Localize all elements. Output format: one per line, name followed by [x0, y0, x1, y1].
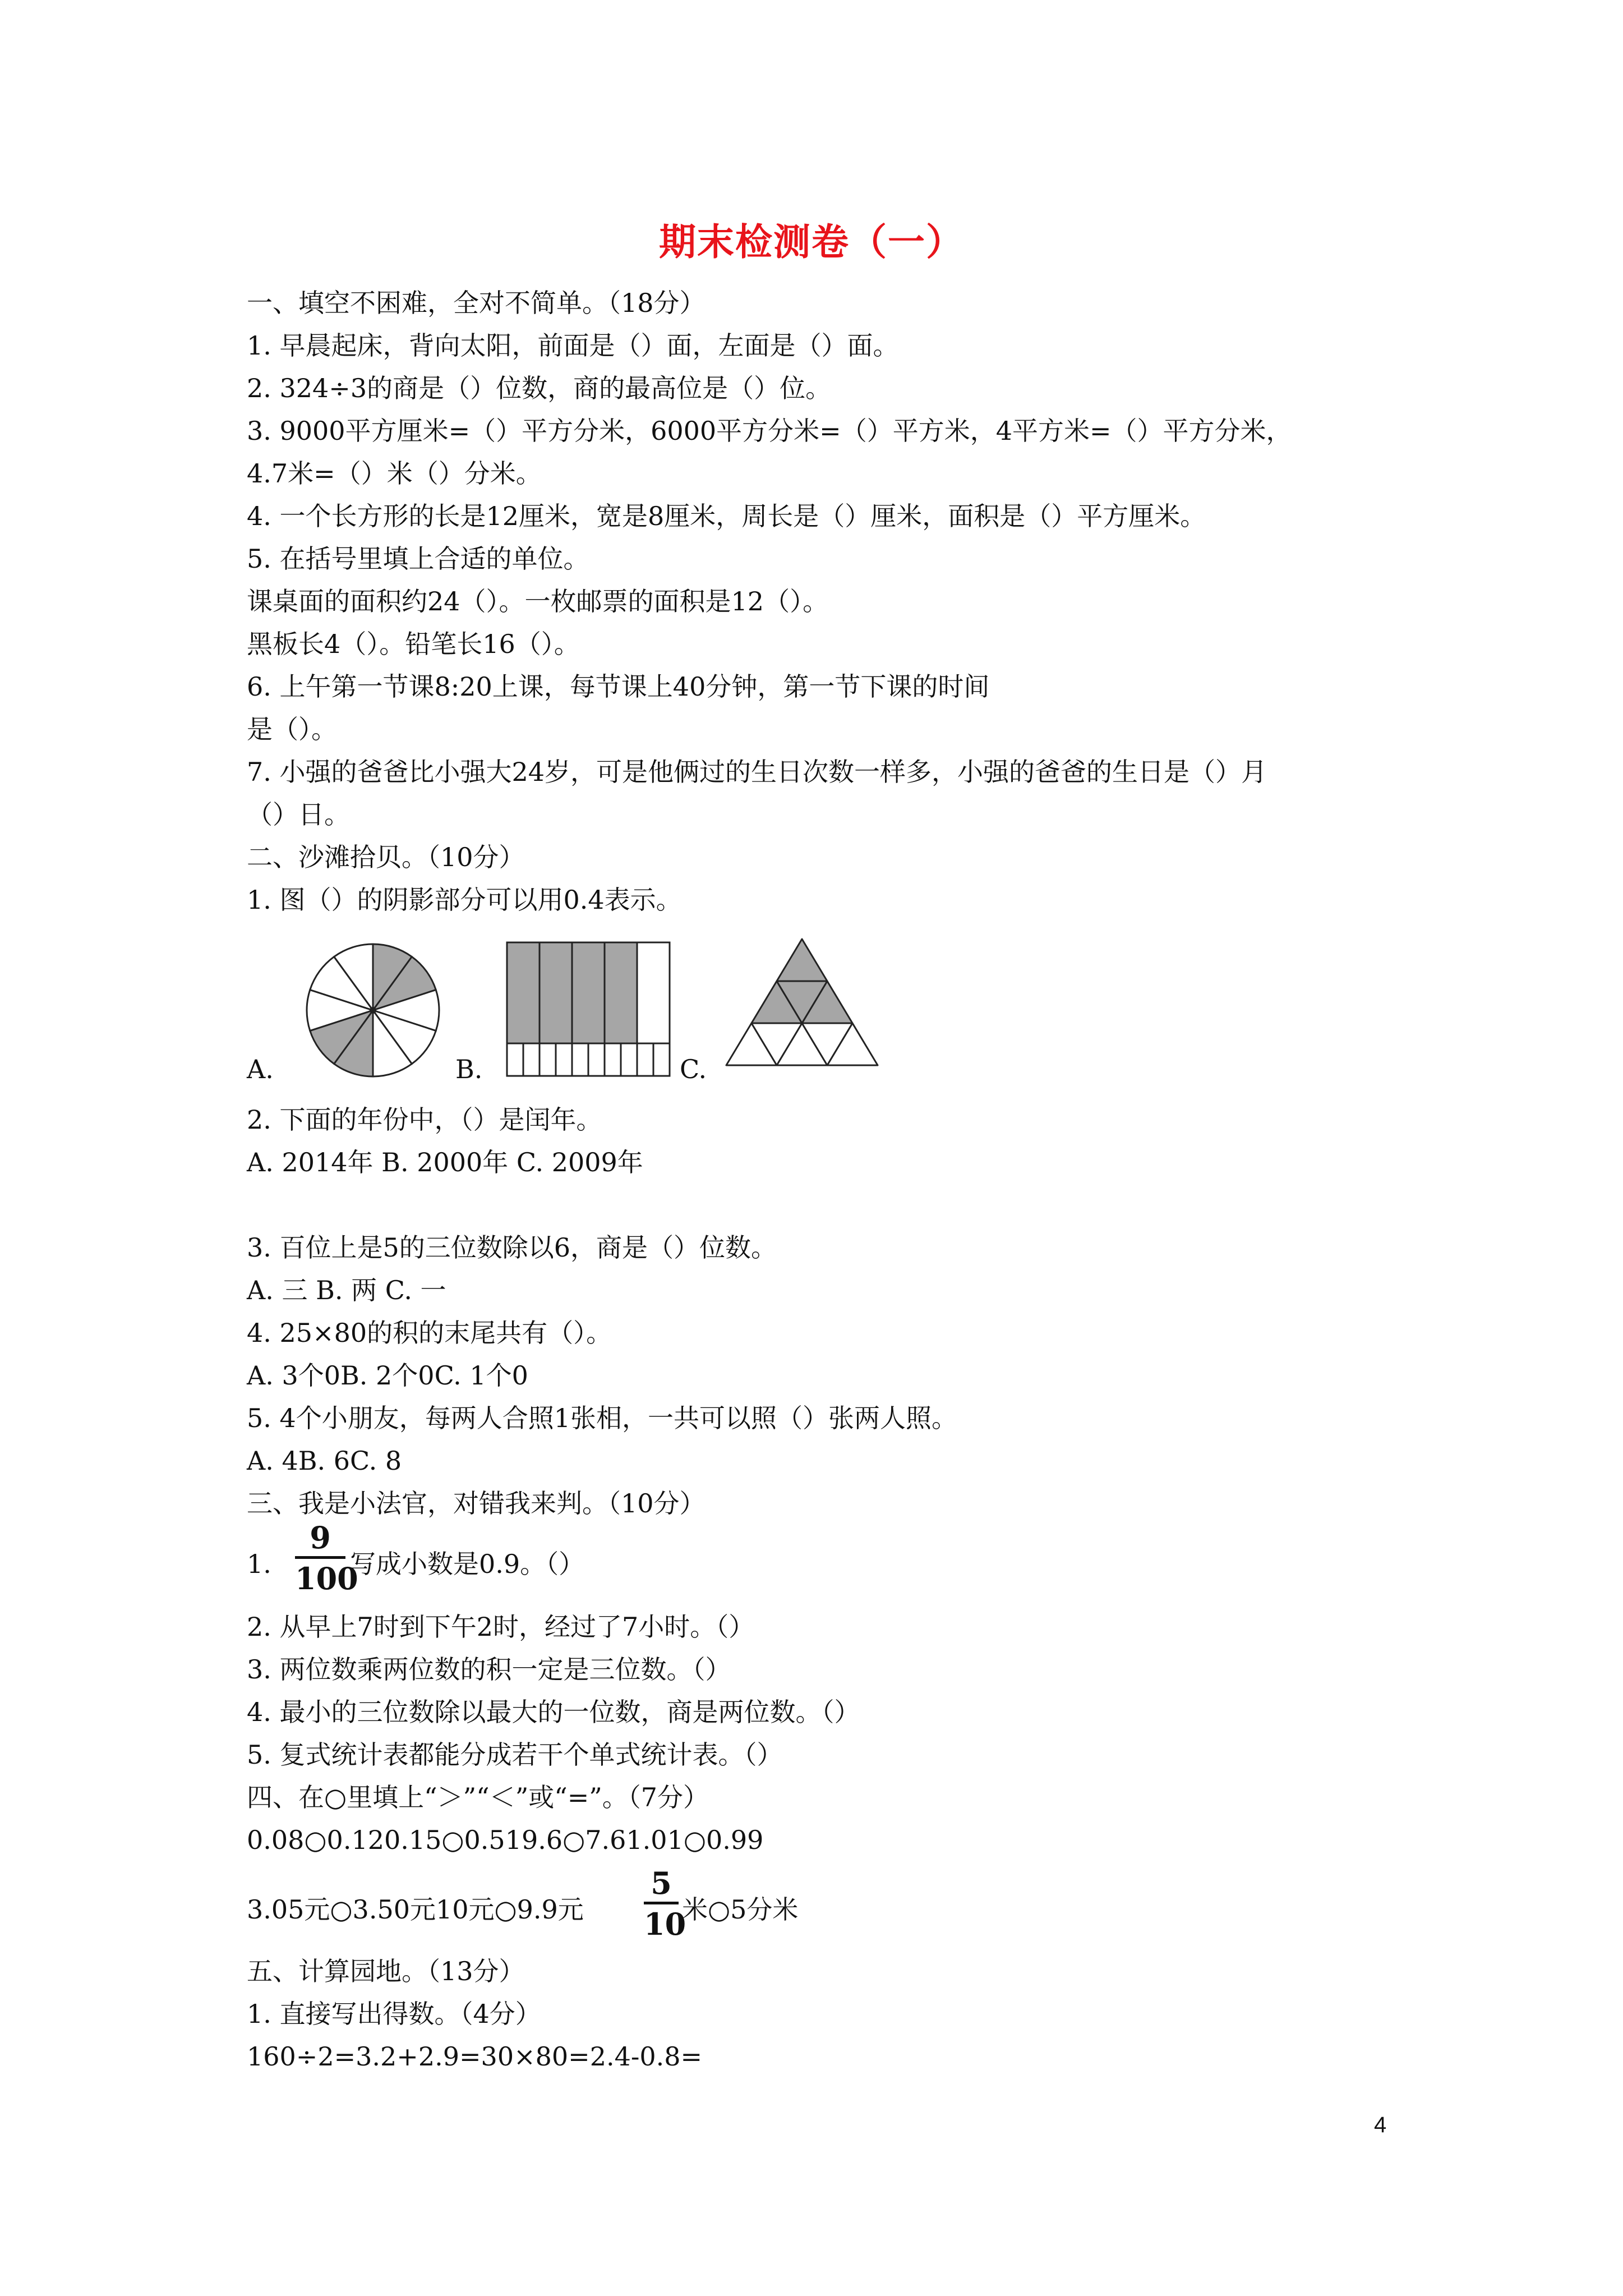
- section4-line-2-tail: 米○5分米: [682, 1894, 799, 1925]
- section3-q2: 2. 从早上7时到下午2时，经过了7小时。（）: [247, 1612, 755, 1642]
- section3-q3: 3. 两位数乘两位数的积一定是三位数。（）: [247, 1654, 731, 1685]
- rect-column: [605, 942, 637, 1043]
- section2-header: 二、沙滩拾贝。（10分）: [247, 842, 525, 872]
- circle-center-dot: [370, 1007, 376, 1014]
- page-number: 4: [1374, 2113, 1387, 2137]
- section3-q4: 4. 最小的三位数除以最大的一位数，商是两位数。（）: [247, 1697, 860, 1727]
- section5-q1: 1. 直接写出得数。（4分）: [247, 1999, 541, 2029]
- section2-q3: 3. 百位上是5的三位数除以6，商是（）位数。: [247, 1232, 777, 1263]
- rect-column: [540, 942, 572, 1043]
- section1-line-2: 2. 324÷3的商是（）位数，商的最高位是（）位。: [247, 373, 832, 403]
- rect-column: [572, 942, 605, 1043]
- section4-line-1: 0.08○0.120.15○0.519.6○7.61.01○0.99: [247, 1825, 764, 1855]
- section4-header: 四、在○里填上“＞”“＜”或“=”。（7分）: [247, 1782, 709, 1812]
- option-b-label: B.: [455, 1054, 483, 1084]
- rect-bottom-cell: [523, 1043, 540, 1076]
- section1-header: 一、填空不困难，全对不简单。（18分）: [247, 288, 706, 318]
- option-c-label: C.: [680, 1054, 707, 1084]
- rect-bottom-cell: [637, 1043, 653, 1076]
- circle-sectors-figure: [303, 940, 443, 1080]
- section1-line-9: 6. 上午第一节课8:20上课，每节课上40分钟，第一节下课的时间: [247, 671, 990, 702]
- section1-line-6: 5. 在括号里填上合适的单位。: [247, 544, 589, 574]
- section5-header: 五、计算园地。（13分）: [247, 1956, 525, 1986]
- fraction-bar: [644, 1902, 679, 1904]
- fraction-numerator: 5: [651, 1865, 672, 1901]
- triangle-grid-figure: [723, 935, 880, 1069]
- rect-bottom-cell: [556, 1043, 572, 1076]
- rect-bottom-cell: [572, 1043, 588, 1076]
- page-title: 期末检测卷（一）: [659, 220, 964, 264]
- section1-line-7: 课桌面的面积约24（）。一枚邮票的面积是12（）。: [247, 586, 829, 616]
- section1-line-10: 是（）。: [247, 714, 337, 744]
- fraction-denominator: 10: [644, 1906, 686, 1942]
- rect-bottom-cell: [588, 1043, 605, 1076]
- section2-q2-options: A. 2014年 B. 2000年 C. 2009年: [247, 1147, 643, 1177]
- section3-q1-text: 写成小数是0.9。（）: [350, 1549, 585, 1579]
- section3-q1-number: 1.: [247, 1549, 271, 1579]
- rect-bottom-cell: [507, 1043, 523, 1076]
- section5-q1-line: 160÷2=3.2+2.9=30×80=2.4-0.8=: [247, 2041, 703, 2072]
- fraction-nine-hundredths: [295, 1520, 358, 1596]
- small-triangle-up: [777, 939, 827, 981]
- section2-q4-options: A. 3个0B. 2个0C. 1个0: [247, 1360, 528, 1391]
- fraction-denominator: 100: [295, 1561, 358, 1596]
- rect-column: [507, 942, 540, 1043]
- section2-q1: 1. 图（）的阴影部分可以用0.4表示。: [247, 885, 682, 915]
- rect-column: [637, 942, 670, 1043]
- option-a-label: A.: [247, 1054, 274, 1084]
- section1-line-12: （）日。: [247, 799, 350, 830]
- rectangle-columns-figure: [505, 940, 673, 1080]
- section3-q5: 5. 复式统计表都能分成若干个单式统计表。（）: [247, 1740, 783, 1770]
- section2-q5-options: A. 4B. 6C. 8: [247, 1446, 402, 1476]
- section1-line-5: 4. 一个长方形的长是12厘米，宽是8厘米，周长是（）厘米，面积是（）平方厘米。: [247, 501, 1206, 531]
- section1-line-1: 1. 早晨起床，背向太阳，前面是（）面，左面是（）面。: [247, 330, 899, 361]
- rect-bottom-cell: [605, 1043, 621, 1076]
- rect-bottom-cell: [621, 1043, 637, 1076]
- section1-line-8: 黑板长4（）。铅笔长16（）。: [247, 629, 580, 659]
- section4-line-2: 3.05元○3.50元10元○9.9元: [247, 1894, 584, 1925]
- section2-q2: 2. 下面的年份中，（）是闰年。: [247, 1105, 602, 1135]
- fraction-bar: [295, 1556, 345, 1559]
- section1-line-4: 4.7米=（）米（）分米。: [247, 458, 542, 489]
- section3-header: 三、我是小法官，对错我来判。（10分）: [247, 1488, 706, 1519]
- rect-bottom-cell: [653, 1043, 670, 1076]
- fraction-five-tenths: [644, 1865, 686, 1942]
- rect-bottom-cell: [540, 1043, 556, 1076]
- section2-q3-options: A. 三 B. 两 C. 一: [247, 1275, 446, 1305]
- section1-line-3: 3. 9000平方厘米=（）平方分米，6000平方分米=（）平方米，4平方米=（）平方分米，: [247, 416, 1292, 446]
- section2-q5: 5. 4个小朋友，每两人合照1张相，一共可以照（）张两人照。: [247, 1403, 958, 1433]
- section2-q4: 4. 25×80的积的末尾共有（）。: [247, 1318, 612, 1348]
- section1-line-11: 7. 小强的爸爸比小强大24岁，可是他俩过的生日次数一样多，小强的爸爸的生日是（）月: [247, 757, 1267, 787]
- fraction-numerator: 9: [310, 1520, 331, 1556]
